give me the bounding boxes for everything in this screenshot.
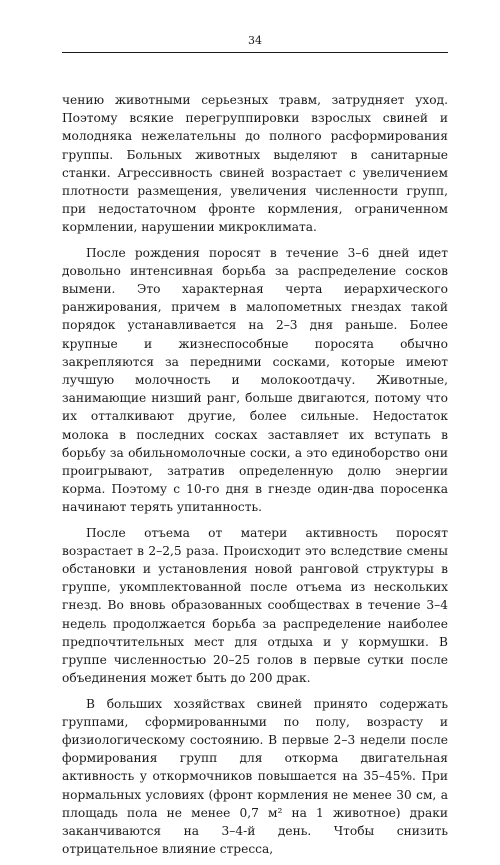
book-page xyxy=(62,34,448,865)
body-text xyxy=(62,91,448,858)
page-number: 34 xyxy=(248,34,262,47)
header-rule xyxy=(62,52,448,53)
paragraph-piglet-teats: После рождения поросят в течение 3–6 дней идет довольно интенсивная борьба за распределение сосков вымени. Это характерная черта иерархического ранжирования, причем в малопометных гнездах такой порядок устанавливается на 2–3 дня раньше. Более крупные и жизнеспособные поросята обычно закрепляются за передними сосками, которые имеют лучшую молочность и молокоотдачу. Животные, занимающие низший ранг, больше двигаются, потому что их отталкивают другие, более сильные. Недостаток молока в последних сосках заставляет их вступать в борьбу за обильномолочные соски, а это единоборство они проигрывают, затратив определенную долю энергии корма. Поэтому с 10-го дня в гнезде один-два поросенка начинают терять упитанность. xyxy=(62,245,448,515)
paragraph-weaning: После отъема от матери активность поросят возрастает в 2–2,5 раза. Происходит это вследствие смены обстановки и установления новой ранговой структуры в группе, укомплектованной после отъема из нескольких гнезд. Во вновь образованных сообществах в течение 3–4 недель продолжается борьба за распределение наиболее предпочтительных мест для отдыха и у кормушки. В группе численностью 20–25 голов в первые сутки после объединения может быть до 200 драк. xyxy=(62,525,448,686)
paragraph-large-farms: В больших хозяйствах свиней принято содержать группами, сформированными по полу, возрасту и физиологическому состоянию. В первые 2–3 недели после формирования групп для откорма двигательная активность у откормочников повышается на 35–45%. При нормальных условиях (фронт кормления не менее 30 см, а площадь пола не менее 0,7 м² на 1 животное) драки заканчиваются на 3–4-й день. Чтобы снизить отрицательное влияние стресса, xyxy=(62,696,448,857)
paragraph-continuation: чению животными серьезных травм, затрудняет уход. Поэтому всякие перегруппировки взрослых свиней и молодняка нежелательны до полного расформирования группы. Больных животных выделяют в санитарные станки. Агрессивность свиней возрастает с увеличением плотности размещения, увеличения численности групп, при недостаточном фронте кормления, ограниченном кормлении, нарушении микроклимата. xyxy=(62,93,448,235)
